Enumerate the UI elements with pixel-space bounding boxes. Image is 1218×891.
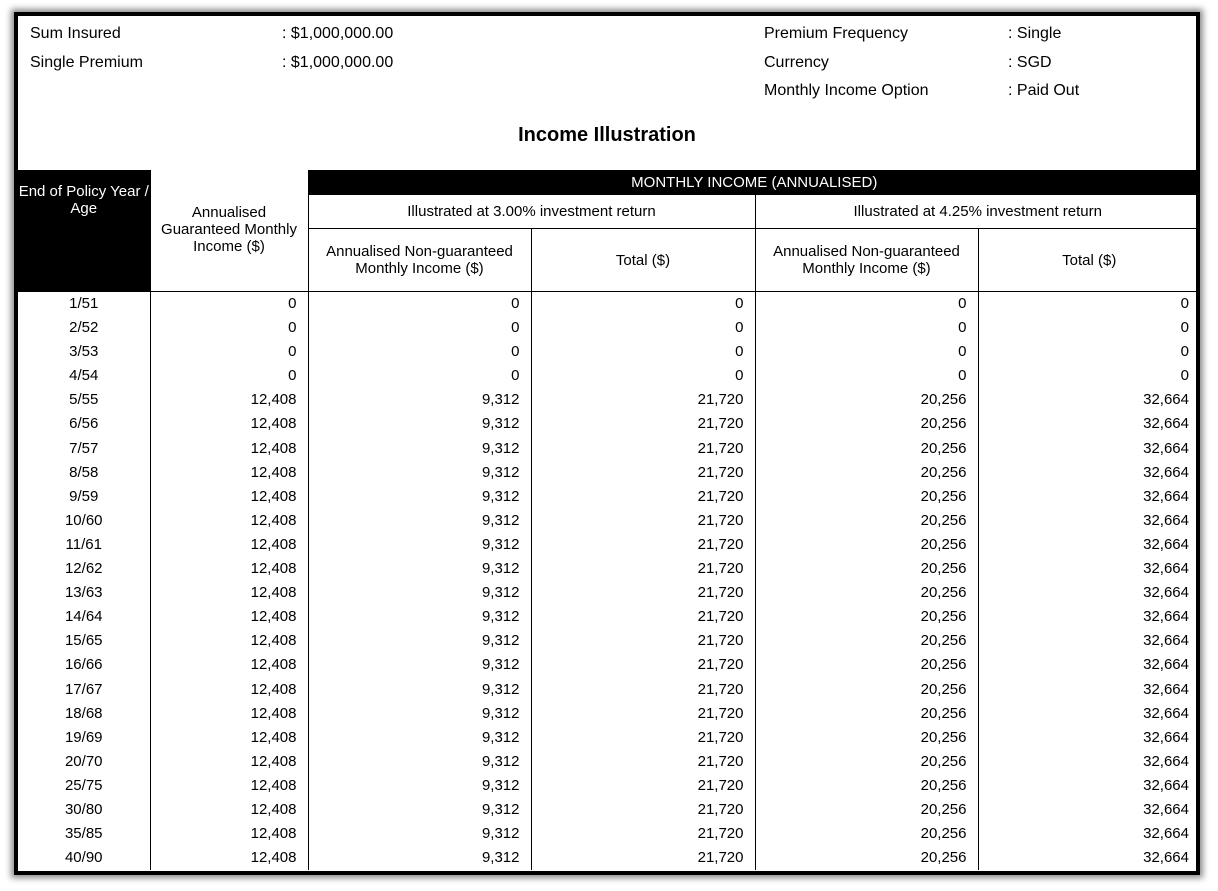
cell-nonguaranteed-4-25pct: 20,256 [755, 822, 978, 846]
scenario-header-4-25pct: Illustrated at 4.25% investment return [755, 195, 1200, 229]
cell-nonguaranteed-3pct: 9,312 [308, 437, 531, 461]
cell-nonguaranteed-4-25pct: 20,256 [755, 461, 978, 485]
cell-guaranteed: 12,408 [150, 822, 308, 846]
scenario-header-3pct: Illustrated at 3.00% investment return [308, 195, 755, 229]
cell-total-3pct: 21,720 [531, 605, 755, 629]
cell-year-age: 17/67 [18, 678, 150, 702]
cell-total-4-25pct: 32,664 [978, 581, 1200, 605]
cell-nonguaranteed-4-25pct: 0 [755, 340, 978, 364]
cell-guaranteed: 12,408 [150, 412, 308, 436]
cell-total-3pct: 21,720 [531, 461, 755, 485]
cell-total-3pct: 21,720 [531, 533, 755, 557]
cell-total-3pct: 21,720 [531, 388, 755, 412]
cell-total-4-25pct: 32,664 [978, 678, 1200, 702]
cell-total-4-25pct: 32,664 [978, 461, 1200, 485]
cell-total-4-25pct: 32,664 [978, 702, 1200, 726]
table-row [18, 340, 1200, 364]
table-row [18, 678, 1200, 702]
table-row [18, 509, 1200, 533]
cell-total-4-25pct: 32,664 [978, 726, 1200, 750]
cell-year-age: 40/90 [18, 846, 150, 870]
cell-total-4-25pct: 0 [978, 340, 1200, 364]
band-header-monthly-income: MONTHLY INCOME (ANNUALISED) [308, 170, 1200, 195]
cell-nonguaranteed-3pct: 9,312 [308, 726, 531, 750]
cell-nonguaranteed-3pct: 9,312 [308, 605, 531, 629]
cell-total-3pct: 21,720 [531, 774, 755, 798]
cell-total-3pct: 21,720 [531, 653, 755, 677]
cell-nonguaranteed-4-25pct: 0 [755, 364, 978, 388]
table-row [18, 533, 1200, 557]
cell-nonguaranteed-3pct: 9,312 [308, 822, 531, 846]
table-row [18, 412, 1200, 436]
cell-nonguaranteed-4-25pct: 20,256 [755, 726, 978, 750]
cell-nonguaranteed-4-25pct: 20,256 [755, 437, 978, 461]
cell-guaranteed: 12,408 [150, 774, 308, 798]
cell-guaranteed: 0 [150, 340, 308, 364]
cell-guaranteed: 12,408 [150, 726, 308, 750]
cell-guaranteed: 0 [150, 292, 308, 317]
cell-year-age: 25/75 [18, 774, 150, 798]
cell-total-4-25pct: 32,664 [978, 846, 1200, 870]
premium-frequency-value: : Single [1008, 25, 1062, 42]
cell-nonguaranteed-3pct: 0 [308, 364, 531, 388]
cell-year-age: 16/66 [18, 653, 150, 677]
cell-guaranteed: 12,408 [150, 485, 308, 509]
summary-left-labels [30, 20, 143, 77]
cell-nonguaranteed-4-25pct: 20,256 [755, 750, 978, 774]
income-table [18, 170, 1200, 870]
cell-nonguaranteed-4-25pct: 20,256 [755, 702, 978, 726]
cell-guaranteed: 12,408 [150, 557, 308, 581]
cell-nonguaranteed-3pct: 9,312 [308, 702, 531, 726]
cell-nonguaranteed-3pct: 9,312 [308, 653, 531, 677]
cell-total-4-25pct: 32,664 [978, 774, 1200, 798]
cell-total-3pct: 21,720 [531, 412, 755, 436]
cell-nonguaranteed-3pct: 0 [308, 340, 531, 364]
cell-year-age: 3/53 [18, 340, 150, 364]
table-row [18, 702, 1200, 726]
cell-year-age: 10/60 [18, 509, 150, 533]
cell-nonguaranteed-3pct: 9,312 [308, 557, 531, 581]
cell-total-4-25pct: 32,664 [978, 533, 1200, 557]
cell-nonguaranteed-4-25pct: 20,256 [755, 412, 978, 436]
cell-nonguaranteed-4-25pct: 20,256 [755, 774, 978, 798]
cell-total-4-25pct: 32,664 [978, 509, 1200, 533]
cell-total-3pct: 21,720 [531, 846, 755, 870]
cell-nonguaranteed-4-25pct: 20,256 [755, 581, 978, 605]
cell-total-4-25pct: 32,664 [978, 557, 1200, 581]
cell-total-4-25pct: 32,664 [978, 388, 1200, 412]
col-header-guaranteed: Annualised Guaranteed Monthly Income ($) [150, 195, 308, 292]
cell-nonguaranteed-3pct: 9,312 [308, 629, 531, 653]
cell-total-4-25pct: 32,664 [978, 412, 1200, 436]
cell-year-age: 15/65 [18, 629, 150, 653]
cell-nonguaranteed-3pct: 9,312 [308, 509, 531, 533]
cell-total-3pct: 0 [531, 340, 755, 364]
cell-nonguaranteed-4-25pct: 0 [755, 292, 978, 317]
cell-year-age: 14/64 [18, 605, 150, 629]
cell-nonguaranteed-4-25pct: 20,256 [755, 605, 978, 629]
cell-nonguaranteed-3pct: 9,312 [308, 846, 531, 870]
premium-frequency-label: Premium Frequency [764, 25, 909, 42]
col-header-total-3pct: Total ($) [531, 229, 755, 292]
cell-nonguaranteed-4-25pct: 20,256 [755, 388, 978, 412]
cell-year-age: 13/63 [18, 581, 150, 605]
table-row [18, 292, 1200, 317]
table-row [18, 750, 1200, 774]
cell-year-age: 20/70 [18, 750, 150, 774]
cell-total-3pct: 21,720 [531, 557, 755, 581]
cell-nonguaranteed-4-25pct: 0 [755, 316, 978, 340]
cell-total-3pct: 0 [531, 364, 755, 388]
summary-right-values [1008, 20, 1079, 106]
cell-year-age: 8/58 [18, 461, 150, 485]
cell-year-age: 4/54 [18, 364, 150, 388]
cell-guaranteed: 12,408 [150, 509, 308, 533]
cell-nonguaranteed-4-25pct: 20,256 [755, 485, 978, 509]
cell-year-age: 18/68 [18, 702, 150, 726]
cell-guaranteed: 12,408 [150, 629, 308, 653]
cell-total-3pct: 21,720 [531, 437, 755, 461]
cell-nonguaranteed-3pct: 9,312 [308, 678, 531, 702]
col-header-total-4-25pct: Total ($) [978, 229, 1200, 292]
cell-nonguaranteed-4-25pct: 20,256 [755, 846, 978, 870]
cell-total-3pct: 0 [531, 316, 755, 340]
cell-nonguaranteed-4-25pct: 20,256 [755, 533, 978, 557]
cell-guaranteed: 12,408 [150, 581, 308, 605]
cell-guaranteed: 12,408 [150, 533, 308, 557]
cell-total-3pct: 21,720 [531, 581, 755, 605]
table-row [18, 461, 1200, 485]
cell-total-4-25pct: 32,664 [978, 822, 1200, 846]
table-row [18, 798, 1200, 822]
currency-value: : SGD [1008, 53, 1052, 71]
summary-left-values [282, 20, 393, 77]
cell-total-3pct: 21,720 [531, 822, 755, 846]
single-premium-value: : $1,000,000.00 [282, 53, 394, 71]
summary-right-labels [764, 20, 929, 106]
table-row [18, 605, 1200, 629]
cell-nonguaranteed-4-25pct: 20,256 [755, 629, 978, 653]
cell-guaranteed: 12,408 [150, 605, 308, 629]
cell-year-age: 30/80 [18, 798, 150, 822]
cell-total-3pct: 21,720 [531, 750, 755, 774]
cell-nonguaranteed-4-25pct: 20,256 [755, 798, 978, 822]
cell-year-age: 1/51 [18, 292, 150, 317]
table-row [18, 629, 1200, 653]
col-header-nonguaranteed-4-25pct: Annualised Non-guaranteed Monthly Income ($) [755, 229, 978, 292]
cell-total-4-25pct: 32,664 [978, 750, 1200, 774]
cell-guaranteed: 12,408 [150, 653, 308, 677]
cell-guaranteed: 12,408 [150, 702, 308, 726]
cell-nonguaranteed-4-25pct: 20,256 [755, 509, 978, 533]
table-row [18, 388, 1200, 412]
cell-total-3pct: 21,720 [531, 798, 755, 822]
cell-total-4-25pct: 32,664 [978, 485, 1200, 509]
cell-nonguaranteed-4-25pct: 20,256 [755, 678, 978, 702]
cell-guaranteed: 12,408 [150, 437, 308, 461]
cell-guaranteed: 0 [150, 364, 308, 388]
cell-nonguaranteed-3pct: 9,312 [308, 750, 531, 774]
cell-nonguaranteed-3pct: 9,312 [308, 581, 531, 605]
cell-nonguaranteed-3pct: 9,312 [308, 485, 531, 509]
table-row [18, 364, 1200, 388]
cell-total-3pct: 21,720 [531, 702, 755, 726]
illustration-document [14, 12, 1200, 875]
cell-total-4-25pct: 32,664 [978, 629, 1200, 653]
cell-guaranteed: 12,408 [150, 846, 308, 870]
cell-nonguaranteed-3pct: 9,312 [308, 461, 531, 485]
cell-guaranteed: 12,408 [150, 461, 308, 485]
table-row [18, 437, 1200, 461]
table-row [18, 846, 1200, 870]
single-premium-label: Single Premium [30, 53, 143, 71]
cell-nonguaranteed-3pct: 9,312 [308, 533, 531, 557]
sum-insured-value: : $1,000,000.00 [282, 25, 394, 42]
cell-total-4-25pct: 32,664 [978, 653, 1200, 677]
cell-total-3pct: 21,720 [531, 726, 755, 750]
cell-total-4-25pct: 0 [978, 316, 1200, 340]
cell-year-age: 12/62 [18, 557, 150, 581]
cell-guaranteed: 12,408 [150, 388, 308, 412]
cell-total-3pct: 21,720 [531, 485, 755, 509]
cell-total-4-25pct: 0 [978, 292, 1200, 317]
cell-total-4-25pct: 32,664 [978, 798, 1200, 822]
cell-nonguaranteed-3pct: 0 [308, 292, 531, 317]
cell-guaranteed: 0 [150, 316, 308, 340]
cell-year-age: 19/69 [18, 726, 150, 750]
cell-year-age: 11/61 [18, 533, 150, 557]
cell-year-age: 9/59 [18, 485, 150, 509]
cell-total-3pct: 21,720 [531, 678, 755, 702]
cell-nonguaranteed-3pct: 9,312 [308, 774, 531, 798]
monthly-income-option-value: : Paid Out [1008, 82, 1080, 99]
cell-nonguaranteed-3pct: 9,312 [308, 412, 531, 436]
table-row [18, 485, 1200, 509]
cell-year-age: 5/55 [18, 388, 150, 412]
table-row [18, 557, 1200, 581]
col-header-year-age: End of Policy Year / Age [18, 170, 150, 292]
cell-guaranteed: 12,408 [150, 798, 308, 822]
table-row [18, 726, 1200, 750]
cell-nonguaranteed-3pct: 9,312 [308, 798, 531, 822]
col-header-nonguaranteed-3pct: Annualised Non-guaranteed Monthly Income ($) [308, 229, 531, 292]
cell-total-4-25pct: 32,664 [978, 605, 1200, 629]
sum-insured-label: Sum Insured [30, 25, 121, 42]
table-row [18, 774, 1200, 798]
cell-total-3pct: 21,720 [531, 629, 755, 653]
cell-nonguaranteed-3pct: 0 [308, 316, 531, 340]
cell-year-age: 6/56 [18, 412, 150, 436]
table-row [18, 653, 1200, 677]
cell-year-age: 2/52 [18, 316, 150, 340]
band-spacer [150, 170, 308, 195]
cell-total-4-25pct: 32,664 [978, 437, 1200, 461]
cell-year-age: 7/57 [18, 437, 150, 461]
cell-guaranteed: 12,408 [150, 750, 308, 774]
cell-nonguaranteed-3pct: 9,312 [308, 388, 531, 412]
cell-total-4-25pct: 0 [978, 364, 1200, 388]
currency-label: Currency [764, 53, 829, 71]
cell-total-3pct: 0 [531, 292, 755, 317]
monthly-income-option-label: Monthly Income Option [764, 82, 929, 99]
table-body [18, 292, 1200, 871]
cell-guaranteed: 12,408 [150, 678, 308, 702]
cell-nonguaranteed-4-25pct: 20,256 [755, 557, 978, 581]
cell-year-age: 35/85 [18, 822, 150, 846]
page-title: Income Illustration [518, 124, 696, 146]
table-row [18, 822, 1200, 846]
cell-total-3pct: 21,720 [531, 509, 755, 533]
table-row [18, 581, 1200, 605]
cell-nonguaranteed-4-25pct: 20,256 [755, 653, 978, 677]
table-row [18, 316, 1200, 340]
